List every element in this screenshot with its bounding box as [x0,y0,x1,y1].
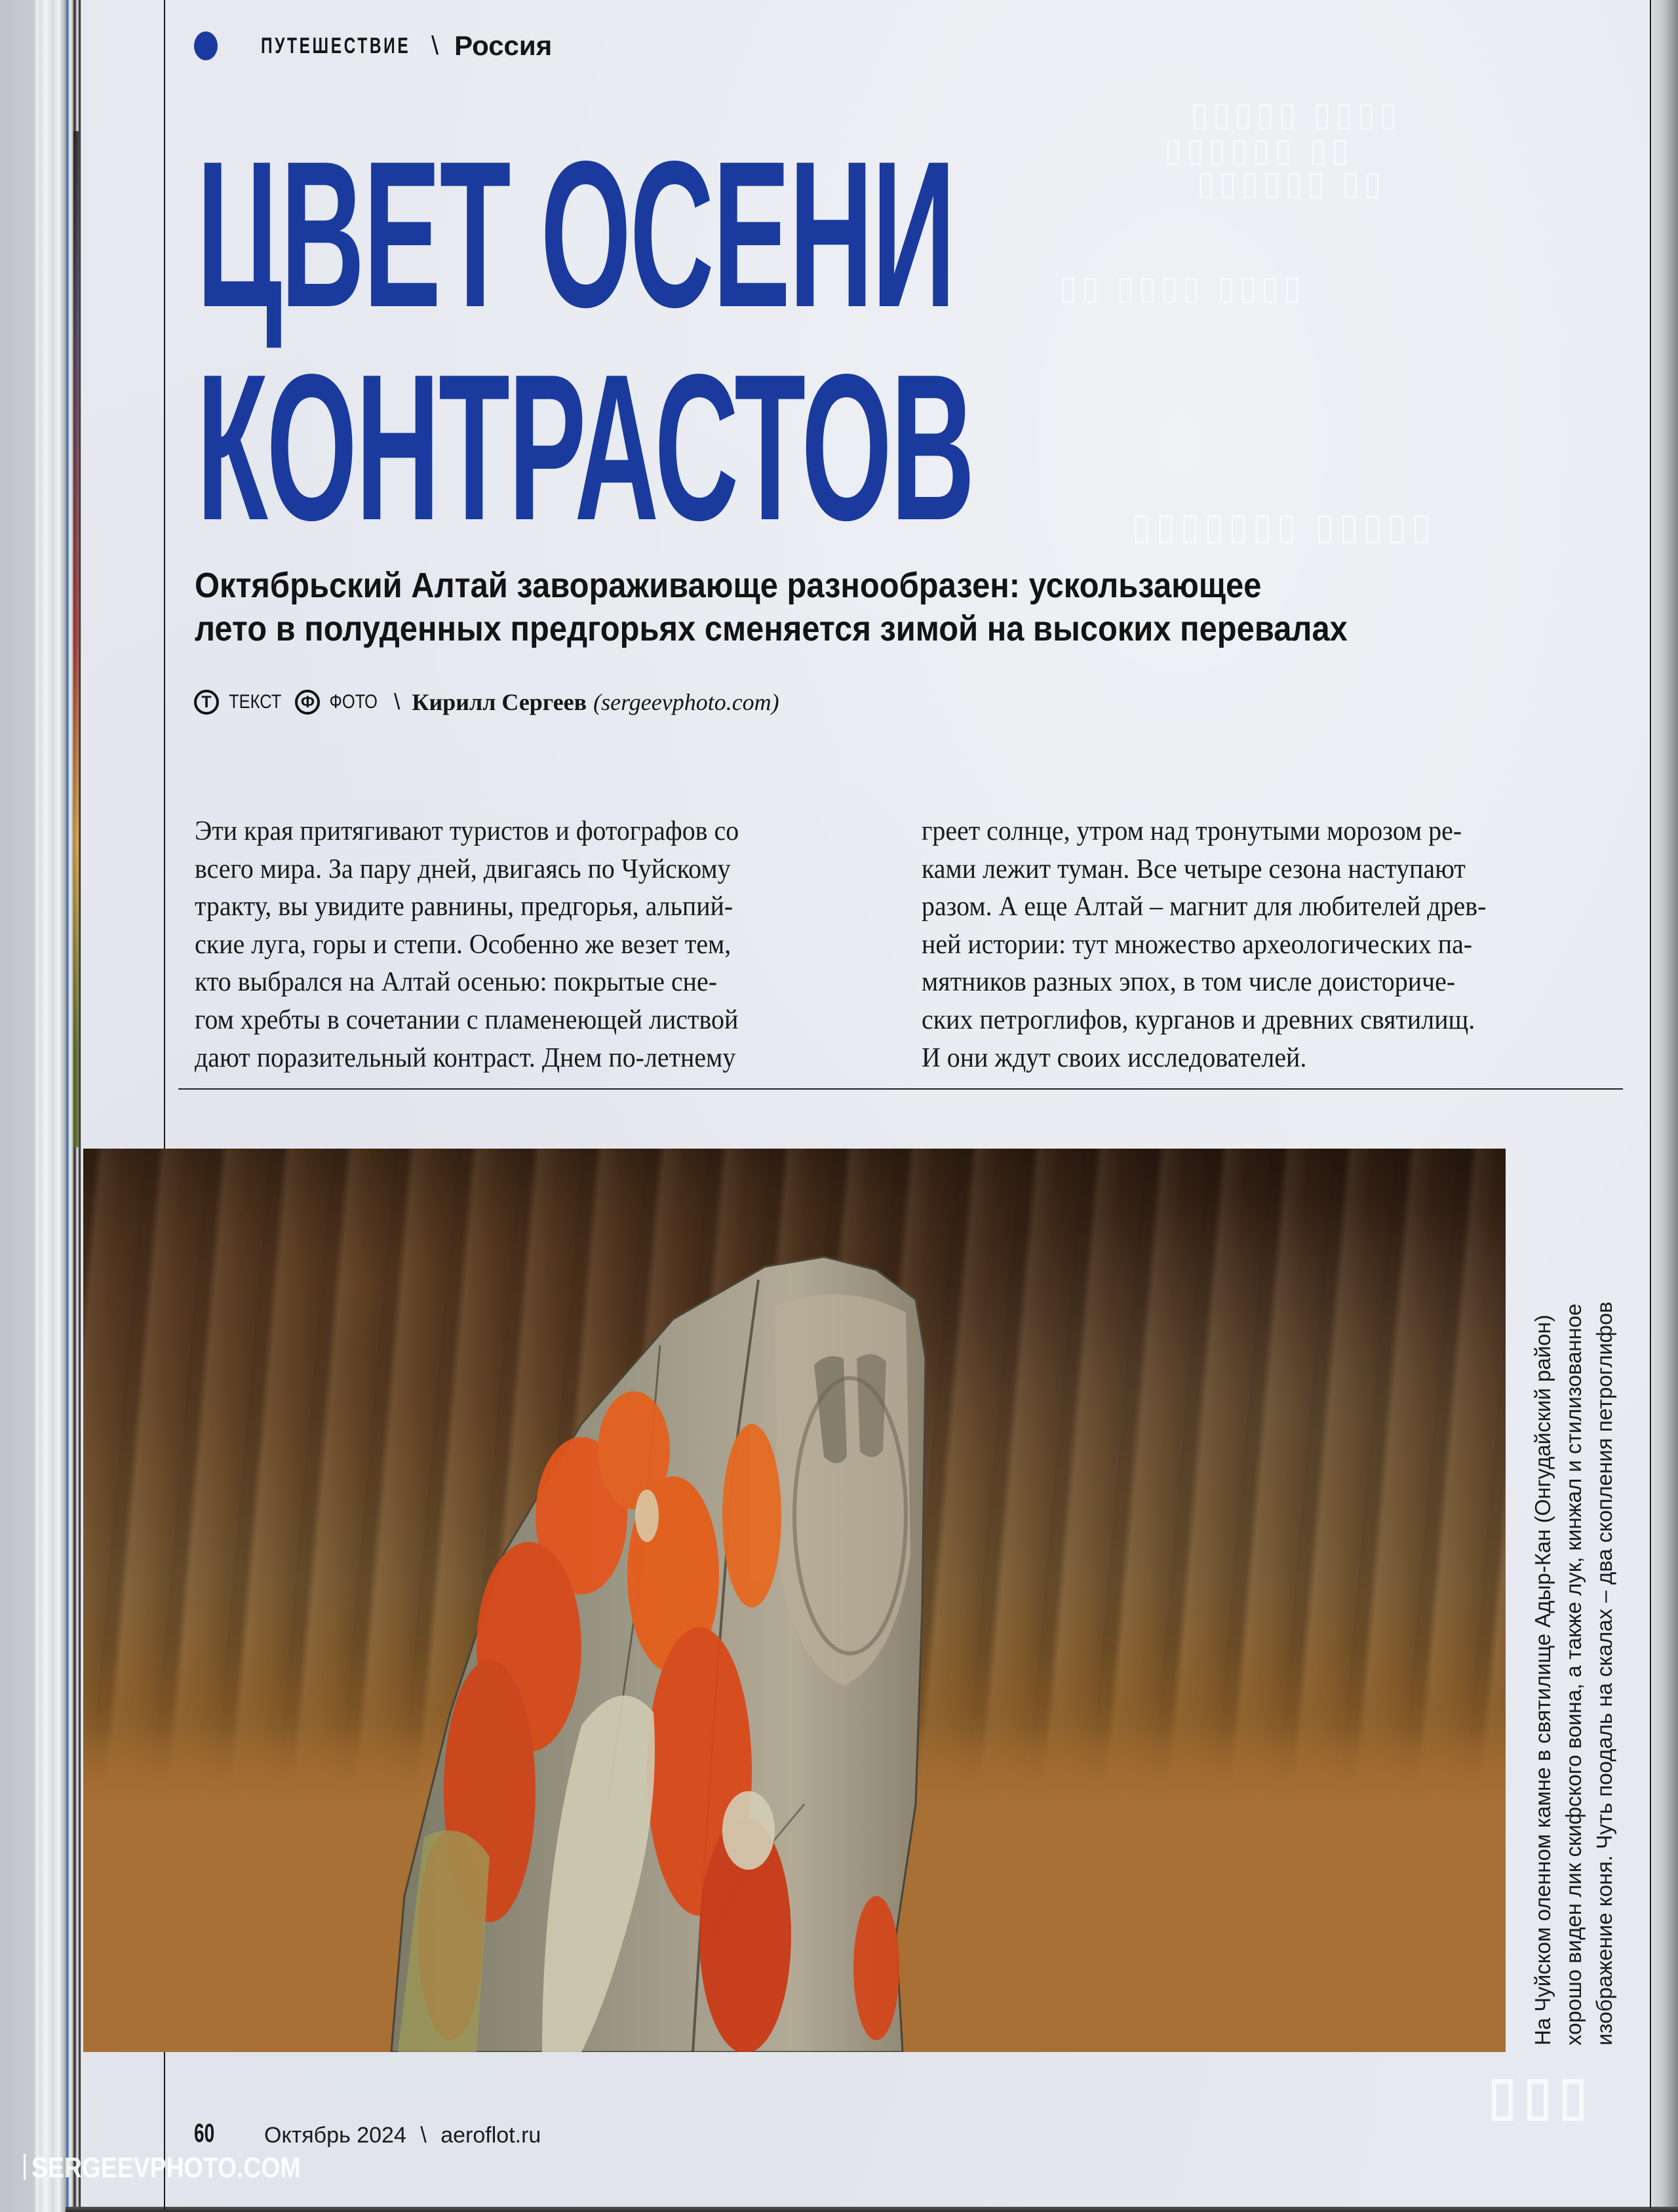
body-line: мятников разных эпох, в том числе доисториче- [922,967,1456,998]
caption-line: хорошо виден лик скифского воина, а также лук, кинжал и стилизованное [1561,1303,1586,2045]
country-label: Россия [454,30,553,61]
show-through-decoration: ▯▯▯▯▯ ▯▯▯▯▯▯▯ [1127,505,1432,547]
page-margin-line-bottom [164,2052,165,2209]
show-through-decoration: ▯▯ ▯▯▯▯▯▯ [1193,165,1382,201]
footer-separator: \ [420,2123,427,2148]
section-divider [178,1088,1623,1090]
body-line: разом. А еще Алтай – магнит для любителей древ- [922,892,1487,922]
footer-issue-info [264,2123,541,2148]
article-photo [83,1149,1506,2052]
title-line-1: ЦВЕТ ОСЕНИ [197,118,954,351]
photo-credit-icon: Ф [295,690,320,715]
section-dot-icon [194,31,218,60]
page-margin-line [164,0,165,1149]
page-bottom-shadow [66,2207,1678,2212]
byline [194,688,779,716]
body-line: дают поразительный контраст. Днем по-летнему [195,1042,736,1073]
body-line: греет солнце, утром над тронутыми морозом ре- [922,816,1462,846]
body-line: ских петроглифов, курганов и древних святилищ. [922,1004,1475,1035]
page-stack-edge [0,0,83,2212]
article-subtitle [195,564,1529,650]
page-edge-strip [73,131,79,1147]
title-line-2: КОНТРАСТОВ [197,331,974,564]
caption-line: изображение коня. Чуть поодаль на скалах – два скопления петроглифов [1592,1301,1616,2045]
subtitle-line-2: лето в полуденных предгорьях сменяется зимой на высоких перевалах [195,609,1348,648]
body-line: Эти края притягивают туристов и фотографов со [195,816,739,846]
photographer-watermark [24,2152,301,2184]
byline-separator: \ [393,689,400,715]
page-right-edge [1652,0,1678,2212]
issue-date: Октябрь 2024 [264,2123,406,2148]
watermark-bar-icon [24,2154,26,2180]
section-rubric [194,30,552,62]
photo-caption [1527,1141,1620,2045]
subtitle-line-1: Октябрьский Алтай завораживающе разнообразен: ускользающее [195,566,1262,605]
page-right-border [1650,0,1651,2208]
show-through-decoration: ▯▯ ▯▯▯▯▯▯ [1160,132,1350,168]
show-through-decoration: ▯▯▯▯ ▯▯▯▯ ▯▯ [1055,269,1301,306]
author-website: (sergeevphoto.com) [593,689,779,715]
show-through-decoration: ▯▯▯▯ ▯▯▯▯▯ [1186,96,1397,132]
deer-stone-illustration [83,1149,1506,2052]
body-column-2 [922,813,1516,1077]
body-line: ками лежит туман. Все четыре сезона наступают [922,854,1466,884]
footer-website-link[interactable]: aeroflot.ru [440,2123,541,2148]
text-credit-label: ТЕКСТ [229,691,282,713]
watermark-text: SERGEEVPHOTO.COM [31,2152,301,2184]
caption-line: На Чуйском оленном камне в святилище Адыр-Кан (Онгудайский район) [1531,1314,1555,2045]
photo-credit-label: ФОТО [329,691,378,713]
body-line: гом хребты в сочетании с пламенеющей листвой [195,1004,739,1035]
rubric-separator: \ [431,31,439,60]
text-credit-icon: Т [194,690,219,715]
body-line: ские луга, горы и степи. Особенно же везет тем, [195,929,732,960]
section-label: ПУТЕШЕСТВИЕ [261,33,411,58]
body-line: тракту, вы увидите равнины, предгорья, альпий- [195,892,733,922]
body-column-1 [195,813,768,1077]
body-line: кто выбрался на Алтай осенью: покрытые сне- [195,967,718,998]
article-title [197,118,974,564]
page-number: 60 [194,2119,215,2148]
show-through-decoration: ▯▯▯ [1488,2066,1595,2125]
author-name: Кирилл Сергеев [412,689,587,715]
body-line: ней истории: тут множество археологических па- [922,929,1473,960]
body-line: И они ждут своих исследователей. [922,1042,1307,1073]
body-line: всего мира. За пару дней, двигаясь по Чуйскому [195,854,731,884]
